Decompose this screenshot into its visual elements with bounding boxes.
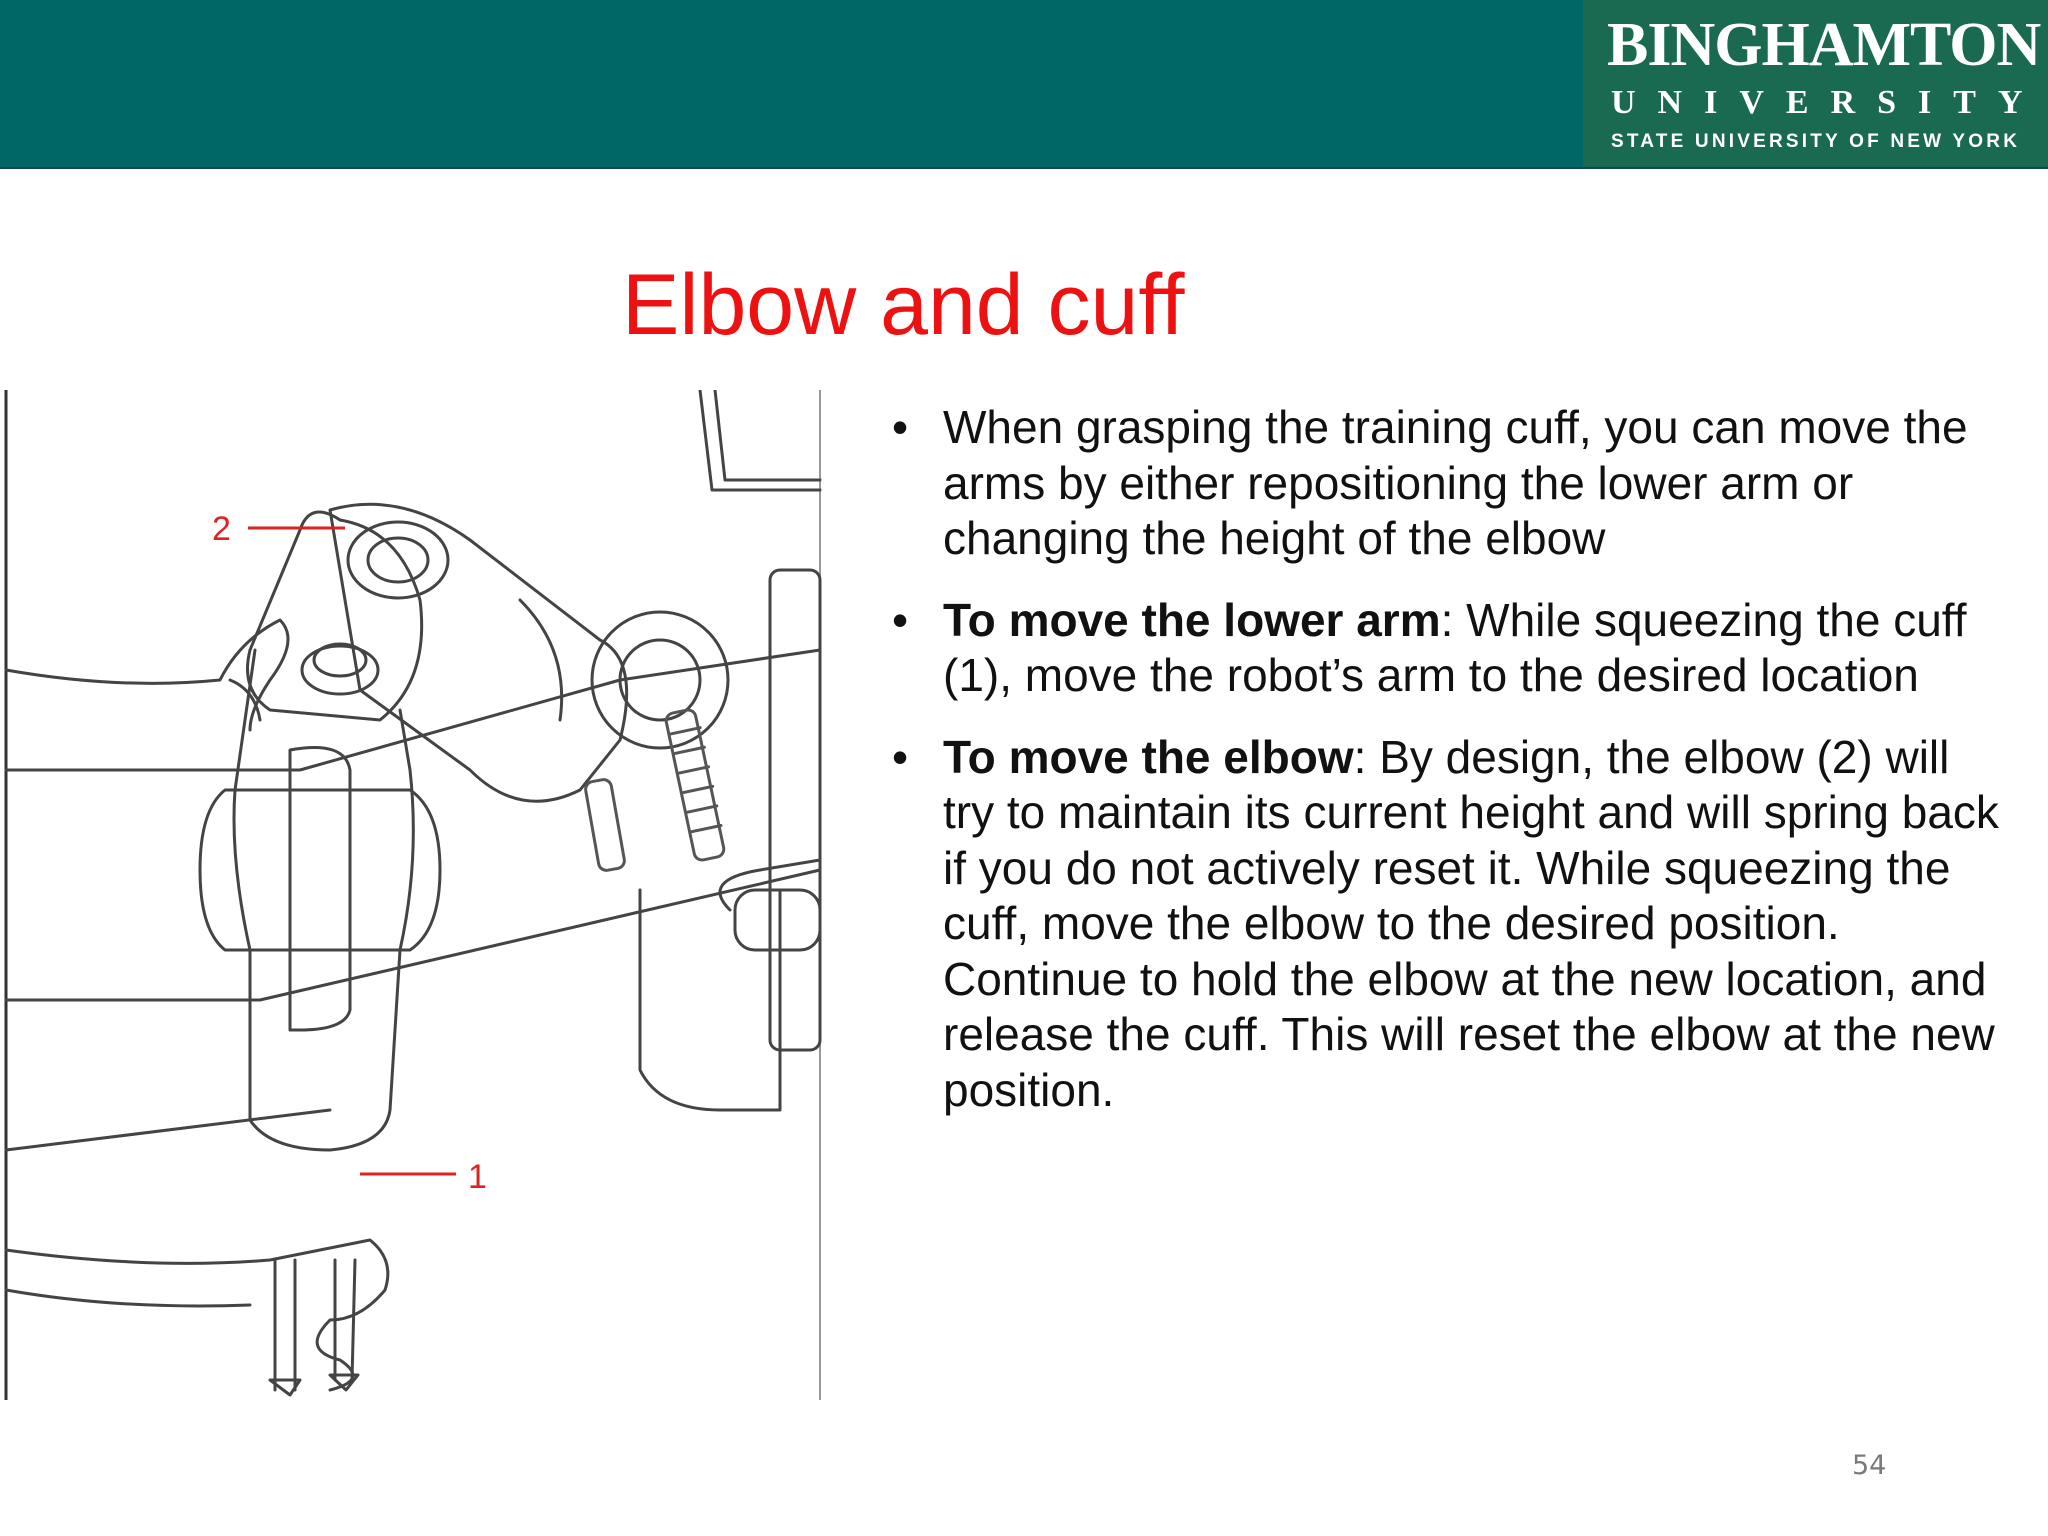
logo-line-2: UNIVERSITY: [1611, 84, 2045, 121]
callout-1: 1: [468, 1158, 487, 1196]
bullet-bold: To move the elbow: [943, 730, 1354, 783]
bullet-item: • When grasping the training cuff, you can move the arms by either repositioning the lower arm or changing the height of the elbow: [892, 401, 1968, 564]
bullet-text: : While squeezing the cuff (1), move the robot’s arm to the desired location: [943, 593, 1967, 701]
logo-line-3: STATE UNIVERSITY OF NEW YORK: [1611, 131, 2021, 152]
bullet-list: [886, 400, 2006, 1144]
page-number: 54: [1852, 1450, 1887, 1481]
logo-line-1: BINGHAMTON: [1607, 11, 2041, 79]
bullet-item: • To move the elbow: By design, the elbow (2) will try to maintain its current height and will spring back if you do not actively reset it. While squeezing the cuff, move the elbow to the desired position. Continue to hold the elbow at the new location, and release the cuff. This will reset the elbow at the new position.: [892, 730, 1999, 1116]
bullet-text: When grasping the training cuff, you can move the arms by either repositioning the lower arm or changing the height of the elbow: [943, 401, 1968, 564]
callout-2: 2: [212, 510, 231, 548]
robot-arm-illustration: [0, 390, 830, 1400]
university-logo: [1583, 0, 2048, 167]
bullet-item: • To move the lower arm: While squeezing the cuff (1), move the robot’s arm to the desired location: [892, 593, 1967, 701]
bullet-bold: To move the lower arm: [943, 593, 1441, 646]
slide-title: Elbow and cuff: [622, 257, 1185, 353]
bullet-text: : By design, the elbow (2) will try to maintain its current height and will spring back if you do not actively reset it. While squeezing the cuff, move the elbow to the desired position. Continue to hold the elbow at the new location, and release the cuff. This will reset the elbow at the new position.: [943, 730, 1999, 1116]
